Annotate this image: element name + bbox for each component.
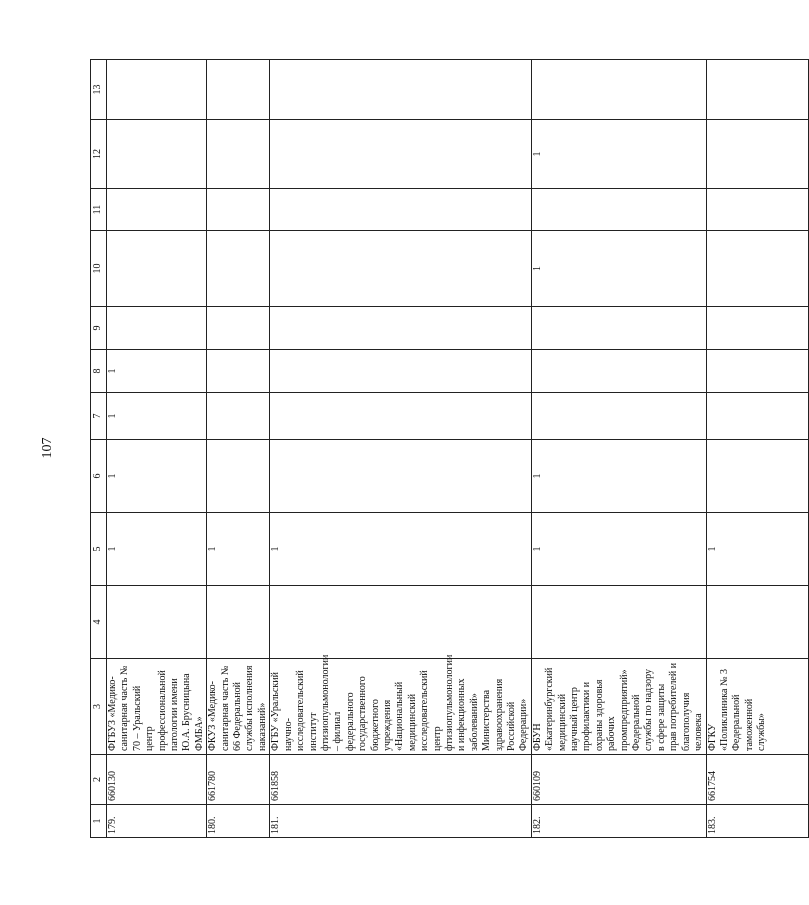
- value-cell: [706, 60, 808, 120]
- value-cell: [207, 307, 270, 350]
- value-cell: [531, 307, 706, 350]
- org-code: 660109: [531, 755, 706, 805]
- column-header: 13: [91, 60, 107, 120]
- column-header: 8: [91, 350, 107, 393]
- column-header: 3: [91, 659, 107, 755]
- org-name: ФГБУ «Уральский научно-исследовательский институт фтизиопульмонологии – филиал федерального государственного бюджетного учреждения «Национальный медицинский исследовательский центр фтизиопульмонологии и инфекционных заболеваний» Министерства здравоохранения Российской Федерации»: [270, 659, 532, 755]
- value-cell: 1: [531, 231, 706, 307]
- row-number: 180.: [207, 805, 270, 838]
- value-cell: [270, 586, 532, 659]
- value-cell: 1: [270, 513, 532, 586]
- org-code: 660130: [107, 755, 207, 805]
- value-cell: [706, 393, 808, 440]
- table-row: [531, 60, 706, 838]
- row-number: 181.: [270, 805, 532, 838]
- value-cell: [706, 120, 808, 189]
- table-row: [706, 60, 808, 838]
- value-cell: 1: [531, 513, 706, 586]
- value-cell: [270, 350, 532, 393]
- value-cell: [207, 350, 270, 393]
- table-row: [207, 60, 270, 838]
- value-cell: [706, 189, 808, 231]
- column-header: 4: [91, 586, 107, 659]
- column-header: 6: [91, 440, 107, 513]
- value-cell: [531, 350, 706, 393]
- value-cell: 1: [531, 440, 706, 513]
- value-cell: 1: [531, 120, 706, 189]
- org-code: 661858: [270, 755, 532, 805]
- value-cell: 1: [207, 513, 270, 586]
- value-cell: [706, 231, 808, 307]
- org-name: ФКУЗ «Медико-санитарная часть № 66 Федеральной службы исполнения наказаний»: [207, 659, 270, 755]
- value-cell: [207, 393, 270, 440]
- value-cell: [107, 189, 207, 231]
- row-number: 183.: [706, 805, 808, 838]
- table-row: [107, 60, 207, 838]
- header-row: [91, 60, 107, 838]
- value-cell: [270, 307, 532, 350]
- column-header: 9: [91, 307, 107, 350]
- value-cell: 1: [107, 513, 207, 586]
- org-code: 661780: [207, 755, 270, 805]
- value-cell: [706, 307, 808, 350]
- column-header: 2: [91, 755, 107, 805]
- value-cell: [207, 440, 270, 513]
- value-cell: [270, 189, 532, 231]
- column-header: 12: [91, 120, 107, 189]
- value-cell: [270, 440, 532, 513]
- value-cell: [531, 586, 706, 659]
- page-number: 107: [40, 437, 55, 459]
- value-cell: [270, 60, 532, 120]
- value-cell: 1: [107, 350, 207, 393]
- org-name: ФГКУ «Поликлиника № 3 Федеральной таможенной службы»: [706, 659, 808, 755]
- value-cell: [270, 393, 532, 440]
- row-number: 182.: [531, 805, 706, 838]
- value-cell: [107, 60, 207, 120]
- table-container: [90, 60, 768, 838]
- data-table: [90, 59, 809, 838]
- column-header: 1: [91, 805, 107, 838]
- row-number: 179.: [107, 805, 207, 838]
- value-cell: [207, 60, 270, 120]
- org-name: ФГБУЗ «Медико-санитарная часть № 70 – Уральский центр профессиональной патологии имени Ю.А. Брусницына ФМБА»: [107, 659, 207, 755]
- value-cell: [107, 231, 207, 307]
- column-header: 10: [91, 231, 107, 307]
- column-header: 7: [91, 393, 107, 440]
- value-cell: [270, 120, 532, 189]
- value-cell: [531, 393, 706, 440]
- table-row: [270, 60, 532, 838]
- value-cell: 1: [107, 440, 207, 513]
- value-cell: [207, 120, 270, 189]
- value-cell: [531, 60, 706, 120]
- value-cell: [107, 120, 207, 189]
- org-name: ФБУН «Екатеринбургский медицинский научный центр профилактики и охраны здоровья рабочих промпредприятий» Федеральной службы по надзору в сфере защиты прав потребителей и благополучия человека: [531, 659, 706, 755]
- value-cell: [706, 440, 808, 513]
- value-cell: 1: [706, 513, 808, 586]
- column-header: 5: [91, 513, 107, 586]
- org-code: 661754: [706, 755, 808, 805]
- value-cell: [207, 189, 270, 231]
- value-cell: [270, 231, 532, 307]
- value-cell: [531, 189, 706, 231]
- value-cell: 1: [107, 393, 207, 440]
- value-cell: [107, 307, 207, 350]
- column-header: 11: [91, 189, 107, 231]
- value-cell: [207, 586, 270, 659]
- value-cell: [107, 586, 207, 659]
- value-cell: [207, 231, 270, 307]
- value-cell: [706, 350, 808, 393]
- value-cell: [706, 586, 808, 659]
